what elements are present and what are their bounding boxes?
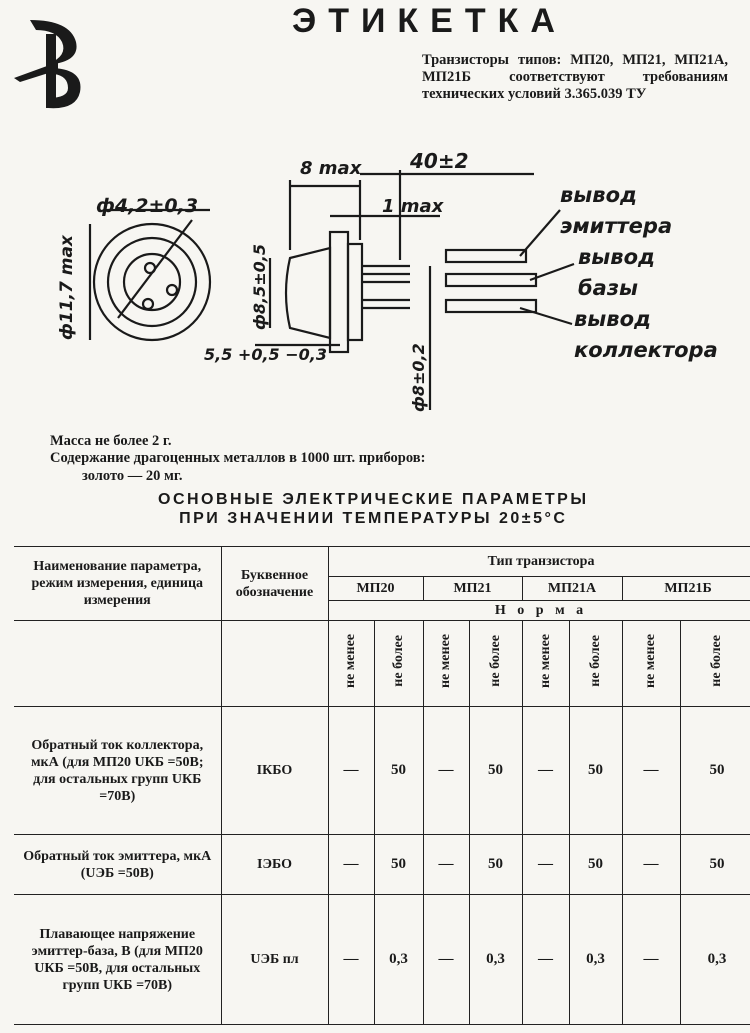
row-value: — [423,895,469,1025]
manufacturer-logo [10,12,86,117]
min-label: не менее [438,633,453,689]
dim-55: 5,5 +0,5 −0,3 [204,345,327,364]
type-mp21b: МП21Б [622,577,750,601]
row-value: — [622,835,680,895]
params-title [158,490,589,528]
row-symbol: IЭБО [221,835,328,895]
max-label: не более [587,635,603,687]
params-table-wrapper [14,546,750,1033]
dim-85: ф8,5±0,5 [250,244,269,330]
type-mp21a: МП21А [522,577,622,601]
row-value: — [423,707,469,835]
row-symbol: UЭБ пл [221,895,328,1025]
row-value: 50 [680,835,750,895]
max-label: не более [709,635,725,687]
row-value: — [522,835,569,895]
row-value: 50 [569,835,622,895]
lead-base-label: вывод базы [578,245,655,300]
dim-diameter-small: ф4,2±0,3 [96,195,199,217]
row-value: 50 [680,707,750,835]
row-value: — [328,707,374,835]
min-label: не менее [537,633,553,689]
lead-emitter-label: вывод эмиттера [560,183,673,238]
table-row [14,835,750,895]
max-label: не более [487,635,503,687]
header-type: Тип транзистора [328,547,750,577]
dim-diameter-large: ф11,7 max [57,235,77,340]
type-mp20: МП20 [328,577,423,601]
lead-collector-label: вывод коллектора [574,307,718,362]
row-name: Обратный ток коллектора, мкА (для МП20 UКБ =50В; для остальных групп UКБ =70В) [14,707,221,835]
row-value: 0,3 [680,895,750,1025]
row-value: 50 [569,707,622,835]
row-value: — [328,835,374,895]
row-name: Обратный ток эмиттера, мкА (UЭБ =50В) [14,835,221,895]
gold-note: золото — 20 мг. [82,468,183,484]
row-value: — [622,707,680,835]
min-label: не менее [343,633,358,689]
min-label: не менее [643,633,658,689]
params-title-line1: ОСНОВНЫЕ ЭЛЕКТРИЧЕСКИЕ ПАРАМЕТРЫ [158,491,589,508]
row-value: 50 [469,835,522,895]
row-value: — [622,895,680,1025]
transistor-drawing [0,140,750,430]
intro-text: Транзисторы типов: МП20, МП21, МП21А, МП21Б соответствуют требованиям технических условий 3.365.039 ТУ [422,52,728,102]
row-value: 50 [374,707,423,835]
dim-8max: 8 max [300,158,362,179]
row-value: — [328,895,374,1025]
row-value: — [423,835,469,895]
row-name: Плавающее напряжение эмиттер-база, В (для МП20 UКБ =50В, для остальных групп UКБ =70В) [14,895,221,1025]
mass-note: Масса не более 2 г. [50,433,172,449]
row-value: — [522,895,569,1025]
row-value: 50 [469,707,522,835]
header-param: Наименование параметра, режим измерения, единица измерения [14,547,221,621]
metals-note: Содержание драгоценных металлов в 1000 шт. приборов: [50,450,426,466]
row-value: — [522,707,569,835]
header-symbol: Буквенное обозначение [221,547,328,621]
params-title-line2: ПРИ ЗНАЧЕНИИ ТЕМПЕРАТУРЫ 20±5°С [179,510,568,527]
row-value: 0,3 [569,895,622,1025]
front-view [90,210,210,340]
table-row [14,707,750,835]
type-mp21: МП21 [423,577,522,601]
table-row [14,895,750,1025]
page-title: ЭТИКЕТКА [292,2,567,40]
dim-lead: ф8±0,2 [409,343,428,412]
dim-1max: 1 max [382,196,444,217]
dim-40: 40±2 [410,149,469,173]
row-value: 50 [374,835,423,895]
row-value: 0,3 [374,895,423,1025]
row-value: 0,3 [469,895,522,1025]
params-table [14,546,750,1025]
norma-label: Н о р м а [328,601,750,621]
max-label: не более [390,635,406,687]
row-symbol: IКБО [221,707,328,835]
